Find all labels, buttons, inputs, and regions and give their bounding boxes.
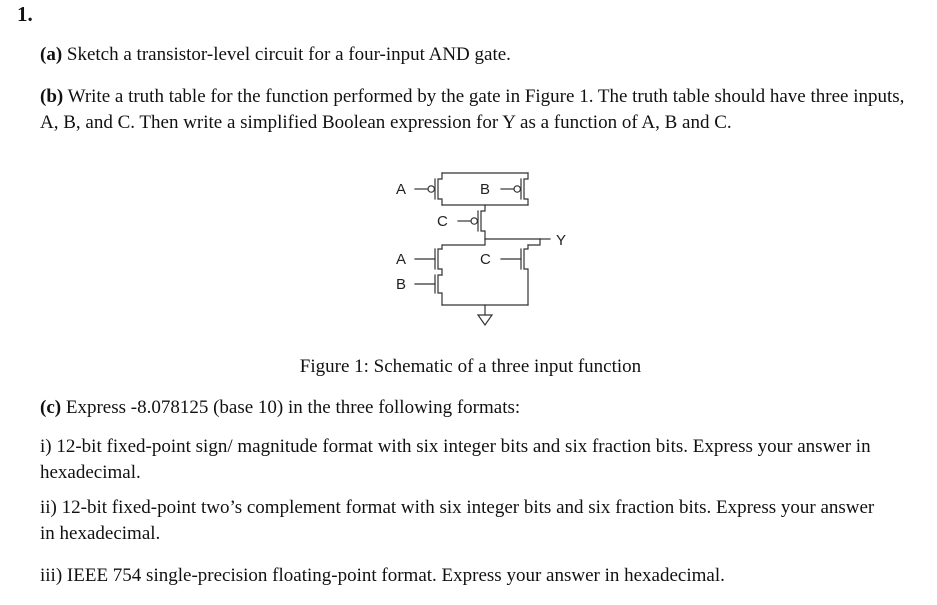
- part-c-item-ii: ii) 12-bit fixed-point two’s complement format with six integer bits and six fraction bits. Express your answer in hexadecimal.: [40, 497, 875, 544]
- part-a-label: (a): [40, 44, 63, 65]
- part-c-item-iii: iii) IEEE 754 single-precision floating-point format. Express your answer in hexadecimal.: [40, 565, 725, 586]
- ground-icon: [478, 315, 492, 325]
- pmos-c-label: C: [437, 213, 448, 230]
- pmos-transistor-c: [458, 205, 485, 239]
- nmos-transistor-c: [501, 245, 528, 305]
- part-a: [40, 42, 511, 68]
- nmos-transistor-b: [415, 275, 442, 305]
- part-b: [40, 84, 910, 136]
- nmos-b-label: B: [396, 276, 407, 293]
- part-c-label: (c): [40, 397, 62, 418]
- part-c-text: Express -8.078125 (base 10) in the three following formats:: [65, 397, 521, 418]
- figure-1-schematic: [380, 165, 590, 337]
- pmos-a-label: A: [396, 181, 407, 198]
- part-c-item-i: i) 12-bit fixed-point sign/ magnitude format with six integer bits and six fraction bits. Express your answer in hexadecimal.: [40, 436, 871, 483]
- nmos-c-label: C: [480, 251, 491, 268]
- part-c: [40, 395, 520, 421]
- output-node-link: [528, 239, 540, 245]
- pmos-transistor-b: [501, 173, 528, 205]
- nmos-a-label: A: [396, 251, 407, 268]
- figure-caption: Figure 1: Schematic of a three input function: [299, 356, 642, 377]
- nmos-left-branch-top: [442, 239, 485, 249]
- pmos-b-label: B: [480, 181, 491, 198]
- part-a-text: Sketch a transistor-level circuit for a four-input AND gate.: [66, 44, 511, 65]
- problem-number: 1.: [17, 2, 33, 26]
- part-b-label: (b): [40, 86, 64, 107]
- part-b-text: Write a truth table for the function performed by the gate in Figure 1. The truth table should have three inputs, A, B, and C. Then write a simplified Boolean expression for Y as a function of A, B and C.: [40, 86, 905, 133]
- nmos-transistor-a: [415, 249, 442, 275]
- pmos-transistor-a: [415, 173, 442, 205]
- output-y-label: Y: [556, 232, 567, 249]
